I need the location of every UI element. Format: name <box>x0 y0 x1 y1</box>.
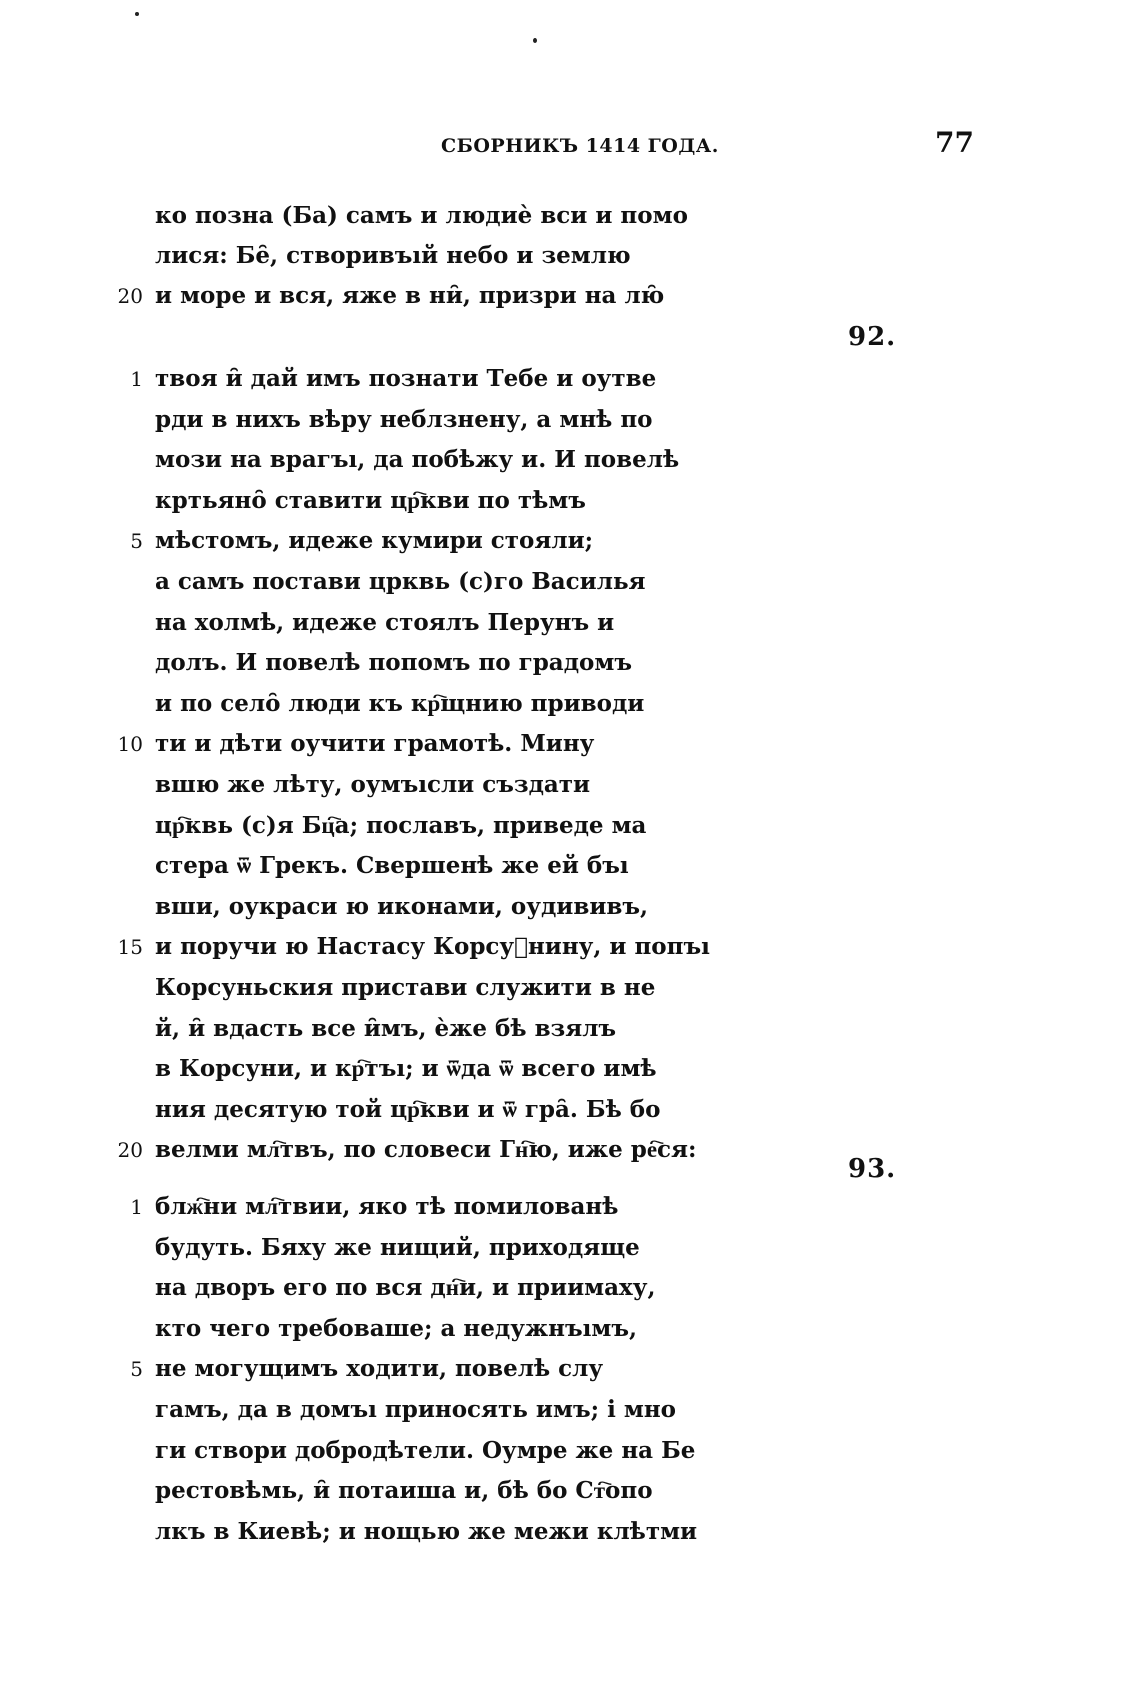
text-line <box>105 1512 725 1553</box>
line-text: будуть. Бяху же нищий, приходяще <box>155 1233 640 1261</box>
line-text: кто чего требоваше; а недужнъıмъ, <box>155 1314 638 1342</box>
column-number: 92. <box>848 322 897 352</box>
line-text: лися: Бе̑, створивъıй небо и землю <box>155 242 631 269</box>
text-block-column-93 <box>105 1187 725 1552</box>
line-text: вшю же лѣту, оумъıсли създати <box>155 770 591 798</box>
text-line <box>105 765 725 806</box>
line-text: ко позна (Ба) самъ и людиѐ вси и помо <box>155 202 688 229</box>
text-line <box>105 927 725 968</box>
text-line <box>105 724 725 765</box>
text-line <box>105 806 725 847</box>
line-text: Корсуньския пристави служити в не <box>155 973 656 1001</box>
line-text: рестовѣмь, и̑ потаиша и, бѣ бо Ст҇опо <box>155 1477 653 1505</box>
text-line <box>105 440 725 481</box>
line-text: не могущимъ ходити, повелѣ слу <box>155 1355 604 1383</box>
line-text: на холмѣ, идеже стоялъ Перунъ и <box>155 608 615 636</box>
text-block-continuation <box>105 196 725 316</box>
line-text: кртьяно̑ ставити цр҇кви по тѣмъ <box>155 486 586 514</box>
line-number: 15 <box>117 935 143 960</box>
text-line <box>105 1187 725 1228</box>
line-text: и море и вся, яже в ни̑, призри на лю̑ <box>155 282 665 309</box>
line-text: гамъ, да в домъı приносять имъ; і мно <box>155 1395 676 1423</box>
text-line <box>105 562 725 603</box>
text-line <box>105 1130 725 1171</box>
text-line <box>105 1228 725 1269</box>
line-text: и по село̑ люди къ кр҇щнию приводи <box>155 689 645 717</box>
line-text: ги створи добродѣтели. Оумре же на Бе <box>155 1436 696 1464</box>
text-line <box>105 1390 725 1431</box>
text-line <box>105 1471 725 1512</box>
line-text: твоя и̑ дай имъ познати Тебе и оутве <box>155 365 657 392</box>
text-line <box>105 846 725 887</box>
line-text: ти и дѣти оучити грамотѣ. Мину <box>155 730 595 758</box>
line-text: и поручи ю Настасу Корсуⷨнину, и попъı <box>155 933 710 961</box>
text-line <box>105 276 725 316</box>
line-text: мѣстомъ, идеже кумири стояли; <box>155 527 594 555</box>
text-line <box>105 1431 725 1472</box>
page-number: 77 <box>935 126 974 159</box>
line-text: велми мл҇твъ, по словеси Гн҇ю, иже ре҇ся: <box>155 1136 697 1164</box>
text-line <box>105 521 725 562</box>
running-head: СБОРНИКЪ 1414 ГОДА. <box>441 135 719 157</box>
text-line <box>105 196 725 236</box>
line-text: вши, оукраси ю иконами, оудививъ, <box>155 892 649 920</box>
text-line <box>105 1309 725 1350</box>
line-number: 1 <box>130 367 143 391</box>
line-text: долъ. И повелѣ попомъ по градомъ <box>155 649 633 677</box>
line-number: 5 <box>130 529 143 554</box>
line-text: блж҇ни мл҇твии, яко тѣ помилованѣ <box>155 1193 619 1220</box>
text-line <box>105 643 725 684</box>
text-line <box>105 400 725 441</box>
text-line <box>105 236 725 276</box>
line-text: цр҇квь (с)я Бц҇а; пославъ, приведе ма <box>155 811 647 839</box>
text-line <box>105 887 725 928</box>
line-text: на дворъ его по вся дн҇и, и приимаху, <box>155 1274 656 1302</box>
line-number: 5 <box>130 1357 143 1382</box>
column-number: 93. <box>848 1154 897 1184</box>
text-line <box>105 1349 725 1390</box>
text-line <box>105 1049 725 1090</box>
text-line <box>105 1268 725 1309</box>
line-text: в Корсуни, и кр҇тъı; и ѿда ѿ всего имѣ <box>155 1055 657 1083</box>
line-text: стера ѿ Грекъ. Свершенѣ же ей бъı <box>155 852 629 880</box>
print-speck <box>533 38 537 43</box>
text-line <box>105 1090 725 1131</box>
text-line <box>105 603 725 644</box>
text-line <box>105 481 725 522</box>
line-text: лкъ в Киевѣ; и нощью же межи клѣтми <box>155 1517 698 1545</box>
print-speck <box>135 12 139 16</box>
text-block-column-92 <box>105 359 725 1171</box>
line-number: 10 <box>117 732 143 757</box>
text-line <box>105 684 725 725</box>
line-number: 20 <box>117 284 143 308</box>
line-text: а самъ постави црквь (с)го Василья <box>155 567 646 595</box>
line-text: й, и̑ вдасть все и̑мъ, ѐже бѣ взялъ <box>155 1014 617 1042</box>
line-number: 1 <box>130 1195 143 1219</box>
line-text: мози на врагъı, да побѣжу и. И повелѣ <box>155 446 680 474</box>
line-text: рди в нихъ вѣру неблзнену, а мнѣ по <box>155 405 653 433</box>
text-line <box>105 359 725 400</box>
line-number: 20 <box>117 1138 143 1163</box>
line-text: ния десятую той цр҇кви и ѿ гра̑. Бѣ бо <box>155 1095 661 1123</box>
text-line <box>105 968 725 1009</box>
text-line <box>105 1009 725 1050</box>
